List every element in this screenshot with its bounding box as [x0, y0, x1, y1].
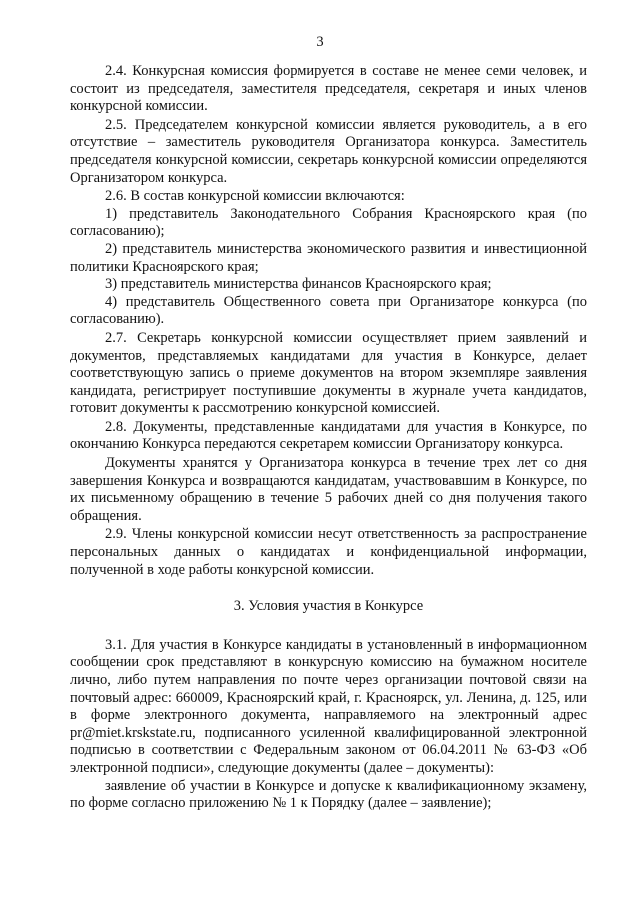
paragraph-2-6: 2.6. В состав конкурсной комиссии включаются:	[105, 188, 405, 205]
paragraph-documents-storage: Документы хранятся у Организатора конкурса в течение трех лет со дня завершения Конкурса и возвращаются кандидатам, участвовавшим в Конкурсе, по их письменному обращению в течение 5 рабочих дней со дня получения такого обращения.	[70, 455, 587, 524]
paragraph-2-7: 2.7. Секретарь конкурсной комиссии осуществляет прием заявлений и документов, представляемых кандидатами для участия в Конкурсе, делает соответствующую запись о приеме документов на втором экземпляре заявления кандидата, регистрирует поступившие документы в журнале учета кандидатов, готовит документы к рассмотрению конкурсной комиссией.	[70, 329, 587, 417]
list-item-1: 1) представитель Законодательного Собрания Красноярского края (по согласованию);	[70, 205, 587, 240]
paragraph-2-4: 2.4. Конкурсная комиссия формируется в составе не менее семи человек, и состоит из председателя, заместителя председателя, секретаря и иных членов конкурсной комиссии.	[70, 63, 587, 115]
section-heading: 3. Условия участия в Конкурсе	[233, 598, 424, 615]
list-item-4: 4) представитель Общественного совета при Организаторе конкурса (по согласованию).	[70, 293, 587, 328]
paragraph-2-8: 2.8. Документы, представленные кандидатами для участия в Конкурсе, по окончанию Конкурса передаются секретарем комиссии Организатору конкурса.	[70, 418, 587, 453]
list-item-3: 3) представитель министерства финансов Красноярского края;	[105, 276, 492, 293]
paragraph-3-1: 3.1. Для участия в Конкурсе кандидаты в установленный в информационном сообщении срок представляют в конкурсную комиссию на бумажном носителе лично, либо путем направления по почте через организации почтовой связи на почтовый адрес: 660009, Красноярский край, г. Красноярск, ул. Ленина, д. 125, или в форме электронного документа, направляемого на электронный адрес pr@miet.krskstate.ru, подписанного усиленной квалифицированной электронной подписью в соответствии с Федеральным законом от 06.04.2011 № 63-ФЗ «Об электронной подписи», следующие документы (далее – документы):	[70, 636, 587, 776]
paragraph-2-5: 2.5. Председателем конкурсной комиссии является руководитель, а в его отсутствие – заместитель руководителя Организатора конкурса. Заместитель председателя конкурсной комиссии, секретарь конкурсной комиссии определяются Организатором конкурса.	[70, 116, 587, 186]
paragraph-application: заявление об участии в Конкурсе и допуске к квалификационному экзамену, по форме согласно приложению № 1 к Порядку (далее – заявление);	[70, 777, 587, 812]
paragraph-2-9: 2.9. Члены конкурсной комиссии несут ответственность за распространение персональных данных о кандидатах и конфиденциальной информации, полученной в ходе работы конкурсной комиссии.	[70, 526, 587, 578]
list-item-2: 2) представитель министерства экономического развития и инвестиционной политики Красноярского края;	[70, 240, 587, 275]
page-number: 3	[316, 34, 324, 50]
document-body	[70, 63, 587, 813]
